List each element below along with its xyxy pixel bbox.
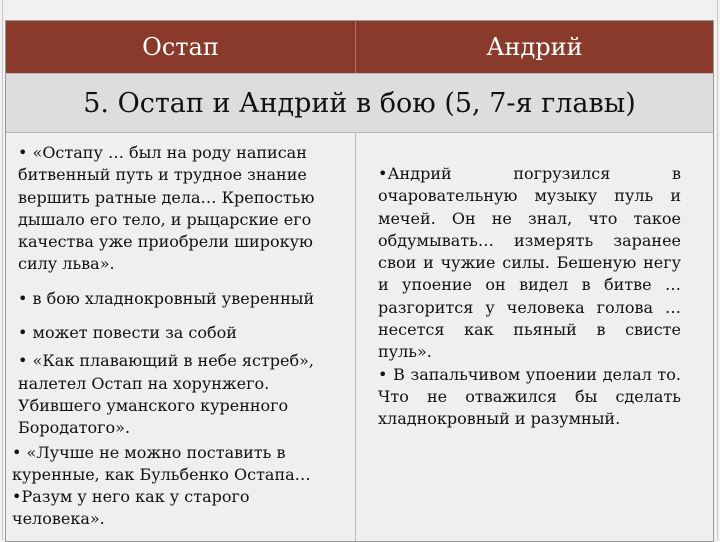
header-andriy: Андрий [486,33,583,61]
andriy-rapture-paragraph: • В запальчивом упоении делал то. Что не отважился бы сделать хладнокровный и разумный. [378,364,681,429]
andriy-column [356,133,713,541]
ostap-trait-calm: • в бою хладнокровный уверенный [18,288,315,308]
body-row [6,133,713,541]
frame-line-right [717,0,718,540]
comparison-table [5,20,714,542]
ostap-column [6,133,356,541]
header-row [6,21,713,73]
ostap-trait-leader: • может повести за собой [18,323,237,343]
frame-line-left [2,0,3,540]
ostap-quote-hawk: • «Как плавающий в небе ястреб», налетел Остап на хорунжего. Убившего уманского куренного Бородатого». [18,351,314,438]
ostap-quote-fate: • «Остапу … был на роду написан битвенный путь и трудное знание вершить ратные дела… Крепостью дышало его тело, и рыцарские его качества уже приобрели широкую силу льва». [18,143,315,274]
andriy-battle-paragraph: •Андрий погрузился в очаровательную музыку пуль и мечей. Он не знал, что такое обдумывать… измерять заранее свои и чужие силы. Бешеную негу и упоение он видел в битве … разгорится у человека голова … несется как пьяный в свисте пуль». [378,164,681,362]
ostap-quote-mind: •Разум у него как у старого человека». [12,487,250,529]
header-ostap: Остап [6,21,356,73]
ostap-quote-kurennoy: • «Лучше не можно поставить в куренные, как Бульбенко Остапа… [12,442,311,484]
section-title: 5. Остап и Андрий в бою (5, 7-я главы) [6,73,713,133]
